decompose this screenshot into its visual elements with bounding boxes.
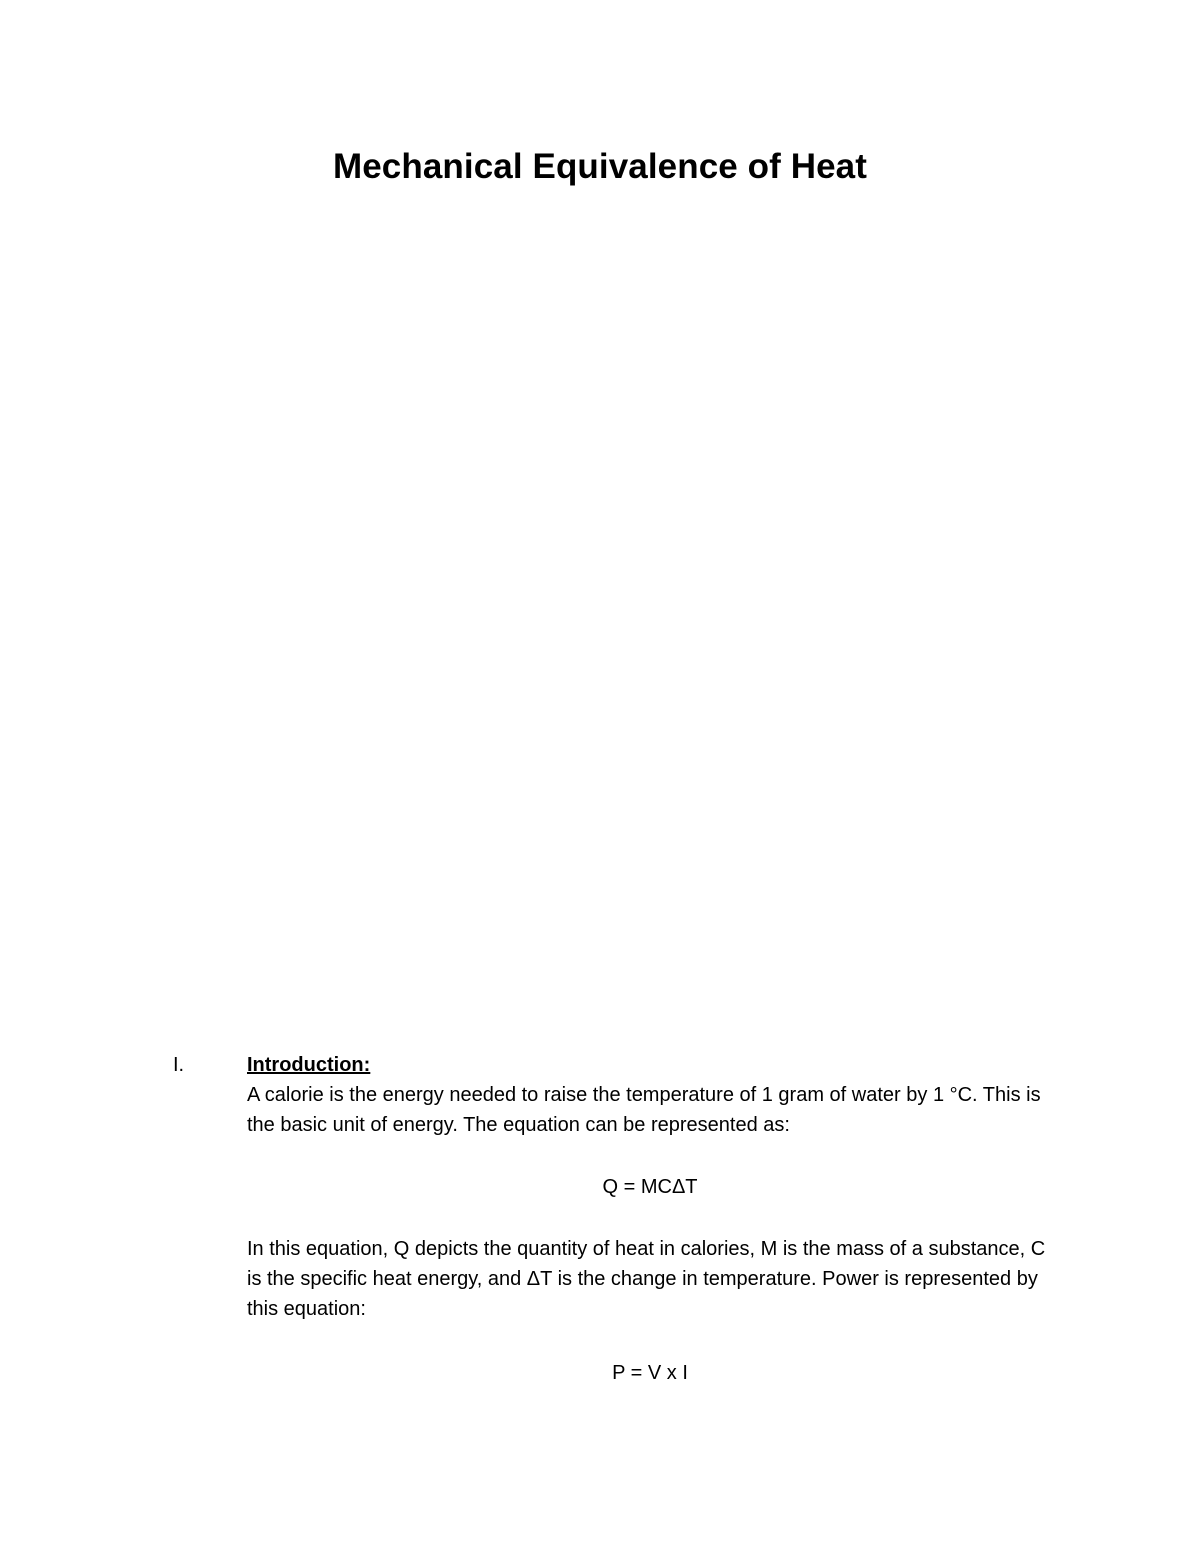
- section-number: I.: [173, 1054, 185, 1076]
- document-title: Mechanical Equivalence of Heat: [332, 147, 867, 186]
- section-body: [247, 1050, 1053, 1384]
- power-equation: P = V x I: [612, 1362, 688, 1384]
- section-heading: Introduction:: [247, 1054, 371, 1076]
- heat-equation: Q = MCΔT: [602, 1176, 698, 1198]
- intro-paragraph-2: In this equation, Q depicts the quantity of heat in calories, M is the mass of a substance, C is the specific heat energy, and ΔT is the change in temperature. Power is represented by this equation:: [247, 1238, 1046, 1320]
- intro-paragraph-1: A calorie is the energy needed to raise the temperature of 1 gram of water by 1 °C. This is the basic unit of energy. The equation can be represented as:: [247, 1084, 1041, 1136]
